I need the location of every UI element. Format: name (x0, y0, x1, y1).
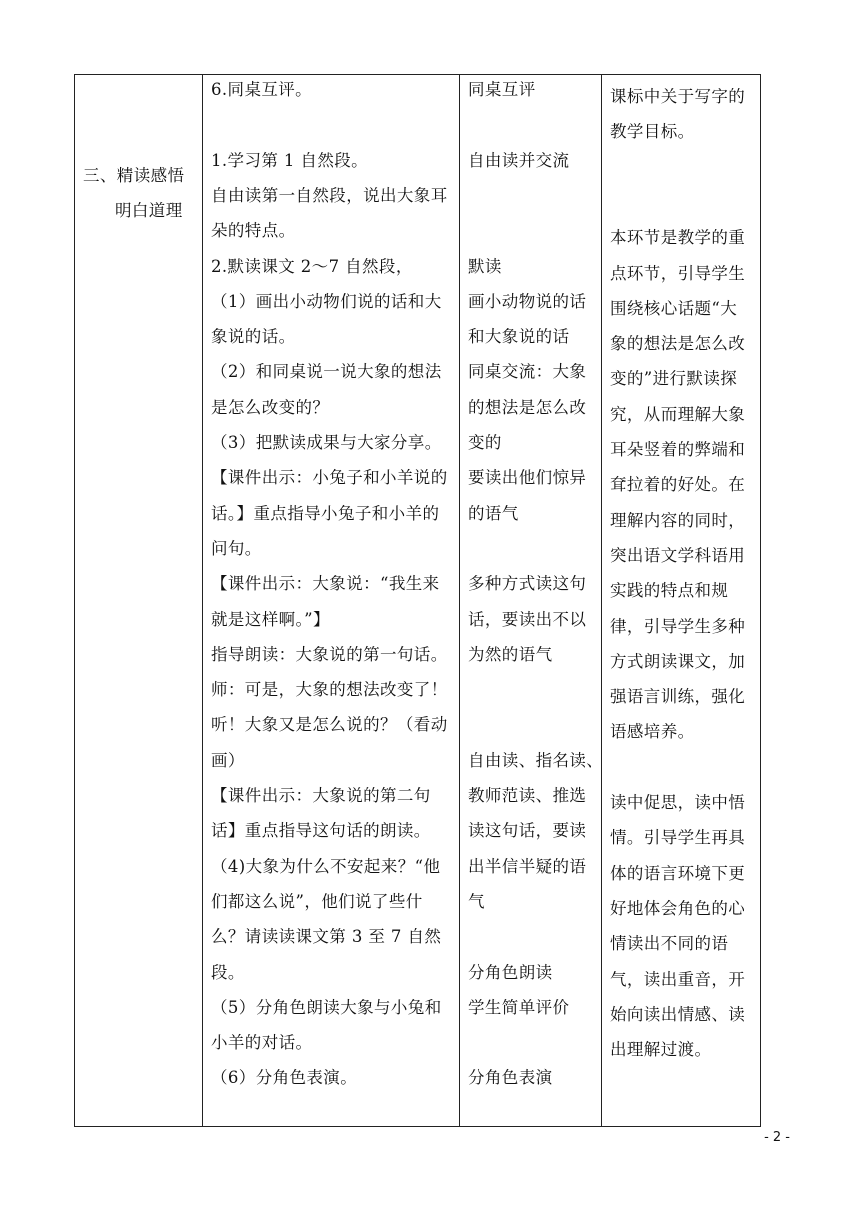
design-intent-line: 耷拉着的好处。在 (610, 475, 746, 495)
student-activity-line: 的想法是怎么改 (468, 397, 587, 417)
process-line: 朵的特点。 (211, 221, 296, 241)
process-line: 是怎么改变的？ (211, 397, 330, 417)
process-line: 就是这样啊。”】 (211, 609, 330, 629)
process-line: 2.默读课文 2～7 自然段， (211, 256, 413, 276)
design-intent-line: 点环节，引导学生 (610, 263, 746, 283)
process-line: （3）把默读成果与大家分享。 (211, 433, 442, 452)
process-line: 画） (211, 750, 245, 770)
design-intent-line: 情。引导学生再具 (610, 828, 746, 848)
process-line: 们都这么说”，他们说了些什 (211, 891, 423, 911)
design-intent-line: 读中促思，读中悟 (610, 793, 746, 812)
lesson-plan-table (74, 74, 761, 1127)
design-intent-line: 语感培养。 (610, 722, 695, 742)
design-intent-line: 象的想法是怎么改 (610, 334, 746, 354)
design-intent-line: 变的”进行默读探 (610, 369, 738, 389)
student-activity-line: 多种方式读这句 (468, 574, 587, 594)
student-activity-line: 教师范读、推选 (468, 786, 587, 805)
student-activity-line: 同桌交流：大象 (468, 362, 587, 382)
student-activity-line: 读这句话，要读 (468, 821, 587, 841)
process-line: 话】重点指导这句话的朗读。 (211, 821, 431, 841)
process-line: 6.同桌互评。 (211, 80, 313, 99)
student-activity-line: 为然的语气 (468, 644, 553, 664)
column-divider (459, 75, 460, 1126)
design-intent-line: 强语言训练，强化 (610, 687, 746, 707)
design-intent-line: 方式朗读课文，加 (610, 651, 746, 671)
process-line: 【课件出示：大象说的第二句 (211, 786, 431, 805)
student-activity-line: 要读出他们惊异 (468, 468, 587, 488)
student-activity-line: 和大象说的话 (468, 327, 570, 347)
student-activity-line: 分角色朗读 (468, 962, 553, 982)
student-activity-line: 自由读并交流 (468, 150, 570, 170)
design-intent-line: 始向读出情感、读 (610, 1004, 746, 1024)
design-intent-line: 突出语文学科语用 (610, 545, 746, 565)
process-line: （1）画出小动物们说的话和大 (211, 291, 442, 311)
design-intent-line: 究，从而理解大象 (610, 404, 746, 424)
process-line: 么？请读读课文第 3 至 7 自然 (211, 927, 442, 947)
student-activity-line: 话，要读出不以 (468, 609, 587, 629)
student-activity-line: 学生简单评价 (468, 997, 570, 1017)
design-intent-line: 体的语言环境下更 (610, 863, 746, 883)
design-intent-line: 实践的特点和规 (610, 581, 729, 601)
process-line: （4)大象为什么不安起来？“他 (211, 856, 441, 876)
design-intent-line: 课标中关于写字的 (610, 87, 746, 106)
student-activity-line: 气 (468, 891, 485, 911)
student-activity-line: 的语气 (468, 503, 519, 523)
student-activity-line: 画小动物说的话 (468, 291, 587, 311)
process-line: 师：可是，大象的想法改变了！ (211, 680, 448, 700)
process-line: 听！大象又是怎么说的？（看动 (211, 715, 448, 735)
design-intent-line: 出理解过渡。 (610, 1040, 712, 1060)
section-title-line: 三、精读感悟 (83, 166, 185, 185)
process-line: 象说的话。 (211, 327, 296, 347)
section-title-line: 明白道理 (115, 201, 183, 220)
process-line: （5）分角色朗读大象与小兔和 (211, 997, 442, 1017)
process-line: 小羊的对话。 (211, 1033, 313, 1053)
page-number: - 2 - (764, 1130, 790, 1145)
process-line: 自由读第一自然段，说出大象耳 (211, 185, 448, 205)
design-intent-line: 围绕核心话题“大 (610, 298, 738, 318)
design-intent-line: 气，读出重音，开 (610, 969, 746, 989)
design-intent-line: 教学目标。 (610, 122, 695, 142)
student-activity-line: 分角色表演 (468, 1068, 553, 1088)
design-intent-line: 理解内容的同时， (610, 510, 746, 530)
design-intent-line: 本环节是教学的重 (610, 228, 746, 248)
student-activity-line: 出半信半疑的语 (468, 856, 587, 876)
process-line: 话。】重点指导小兔子和小羊的 (211, 503, 440, 523)
design-intent-line: 好地体会角色的心 (610, 898, 746, 918)
process-line: 指导朗读：大象说的第一句话。 (211, 644, 448, 664)
process-line: 问句。 (211, 538, 262, 558)
column-divider (601, 75, 602, 1126)
process-line: （6）分角色表演。 (211, 1068, 358, 1088)
student-activity-line: 变的 (468, 433, 502, 452)
design-intent-line: 情读出不同的语 (610, 934, 729, 954)
design-intent-line: 耳朵竖着的弊端和 (610, 440, 746, 459)
design-intent-line: 律，引导学生多种 (610, 616, 746, 636)
student-activity-line: 默读 (468, 256, 502, 276)
student-activity-line: 同桌互评 (468, 80, 536, 99)
process-line: 【课件出示：大象说：“我生来 (211, 574, 440, 594)
column-divider (202, 75, 203, 1126)
process-line: （2）和同桌说一说大象的想法 (211, 362, 442, 382)
process-line: 1.学习第 1 自然段。 (211, 150, 369, 170)
process-line: 【课件出示：小兔子和小羊说的 (211, 468, 448, 488)
process-line: 段。 (211, 962, 245, 982)
student-activity-line: 自由读、指名读、 (468, 750, 604, 770)
